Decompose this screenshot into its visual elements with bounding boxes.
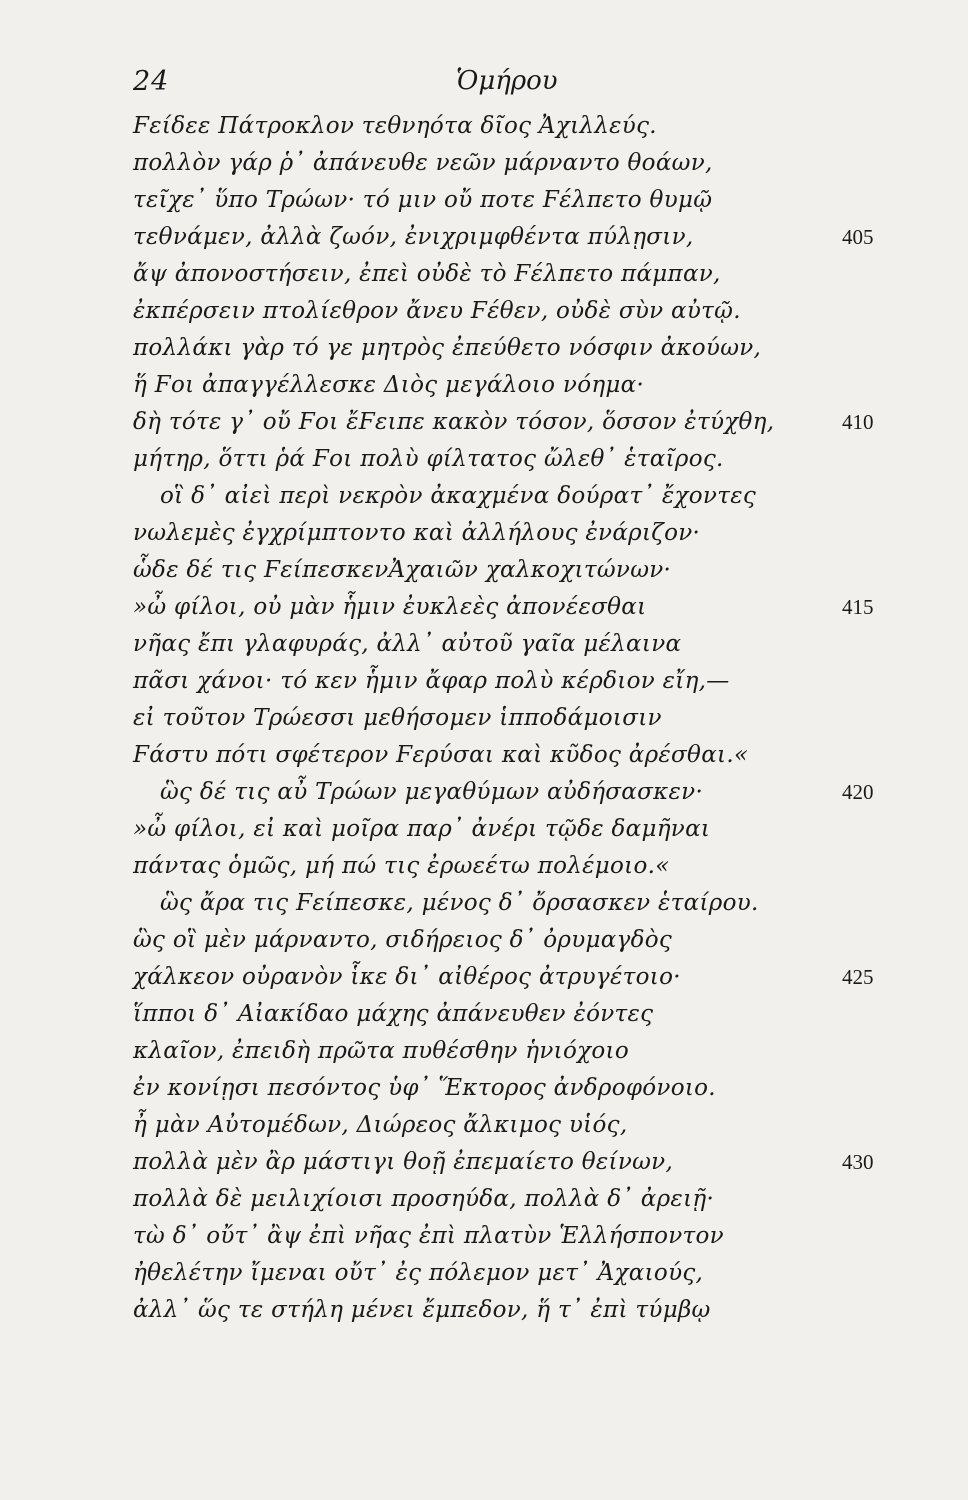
verse-line: ἐν κονίῃσι πεσόντος ὑφ᾽ Ἕκτορος ἀνδροφόνοιο. (133, 1075, 716, 1101)
verse-line: ἠθελέτην ἴμεναι οὔτ᾽ ἐς πόλεμον μετ᾽ Ἀχαιούς, (133, 1260, 704, 1286)
verse-line: ἄψ ἀπονοστήσειν, ἐπεὶ οὐδὲ τὸ Ϝέλπετο πάμπαν, (133, 261, 721, 287)
verse-line: μήτηρ, ὅττι ῥά Ϝοι πολὺ φίλτατος ὤλεθ᾽ ἑταῖρος. (133, 446, 724, 472)
line-number: 415 (842, 595, 874, 619)
verse-line: ἥ Ϝοι ἀπαγγέλλεσκε Διὸς μεγάλοιο νόημα· (133, 372, 645, 398)
verse-line: πολλάκι γὰρ τό γε μητρὸς ἐπεύθετο νόσφιν ἀκούων, (133, 335, 762, 361)
line-number: 405 (842, 225, 874, 249)
line-number: 430 (842, 1150, 874, 1174)
verse-line: τεθνάμεν, ἀλλὰ ζωόν, ἐνιχριμφθέντα πύλῃσιν, (133, 224, 694, 250)
line-number: 410 (842, 410, 874, 434)
verse-line: ἐκπέρσειν πτολίεθρον ἄνευ Ϝέθεν, οὐδὲ σὺν αὐτῷ. (133, 298, 741, 324)
verse-line: πᾶσι χάνοι· τό κεν ἧμιν ἄφαρ πολὺ κέρδιον εἴη,— (133, 668, 730, 694)
verse-line: ὣς ἄρα τις Ϝείπεσκε, μένος δ᾽ ὄρσασκεν ἑταίρου. (160, 890, 759, 916)
verse-line: ὣς οἳ μὲν μάρναντο, σιδήρειος δ᾽ ὀρυμαγδὸς (133, 927, 673, 953)
line-number: 425 (842, 965, 874, 989)
page-number: 24 (133, 66, 170, 97)
verse-line: Ϝάστυ πότι σφέτερον Ϝερύσαι καὶ κῦδος ἀρέσθαι.« (133, 742, 749, 768)
verse-line: οἳ δ᾽ αἰεὶ περὶ νεκρὸν ἀκαχμένα δούρατ᾽ ἔχοντες (160, 483, 757, 509)
verse-line: Ϝείδεε Πάτροκλον τεθνηότα δῖος Ἀχιλλεύς. (133, 113, 657, 139)
verse-line: πολλὸν γάρ ῥ᾽ ἀπάνευθε νεῶν μάρναντο θοάων, (133, 150, 713, 176)
verse-line: »ὦ φίλοι, οὐ μὰν ἧμιν ἐυκλεὲς ἀπονέεσθαι (133, 594, 647, 620)
verse-line: ἵπποι δ᾽ Αἰακίδαο μάχης ἀπάνευθεν ἐόντες (133, 1001, 654, 1027)
verse-line: τεῖχε᾽ ὕπο Τρώων· τό μιν οὔ ποτε Ϝέλπετο θυμῷ (133, 187, 713, 213)
verse-line: πάντας ὁμῶς, μή πώ τις ἐρωεέτω πολέμοιο.« (133, 853, 670, 879)
verse-line: τὼ δ᾽ οὔτ᾽ ἂψ ἐπὶ νῆας ἐπὶ πλατὺν Ἑλλήσποντον (133, 1223, 724, 1249)
verse-line: νῆας ἔπι γλαφυράς, ἀλλ᾽ αὐτοῦ γαῖα μέλαινα (133, 631, 682, 657)
verse-line: »ὦ φίλοι, εἰ καὶ μοῖρα παρ᾽ ἀνέρι τῷδε δαμῆναι (133, 816, 711, 842)
running-head: Ὁμήρου (456, 66, 558, 96)
verse-line: δὴ τότε γ᾽ οὔ Ϝοι ἔϜειπε κακὸν τόσον, ὅσσον ἐτύχθη, (133, 409, 775, 435)
verse-line: κλαῖον, ἐπειδὴ πρῶτα πυθέσθην ἡνιόχοιο (133, 1038, 629, 1064)
verse-line: πολλὰ δὲ μειλιχίοισι προσηύδα, πολλὰ δ᾽ ἀρειῇ· (133, 1186, 715, 1212)
line-number: 420 (842, 780, 874, 804)
verse-line: ἦ μὰν Αὐτομέδων, Διώρεος ἄλκιμος υἱός, (133, 1112, 628, 1138)
verse-line: ὧδε δέ τις ϜείπεσκενἈχαιῶν χαλκοχιτώνων· (133, 557, 672, 583)
verse-line: νωλεμὲς ἐγχρίμπτοντο καὶ ἀλλήλους ἐνάριζον· (133, 520, 701, 546)
verse-line: ὣς δέ τις αὖ Τρώων μεγαθύμων αὐδήσασκεν· (160, 779, 704, 805)
verse-line: ἀλλ᾽ ὥς τε στήλη μένει ἔμπεδον, ἥ τ᾽ ἐπὶ τύμβῳ (133, 1297, 711, 1323)
verse-line: πολλὰ μὲν ἂρ μάστιγι θοῇ ἐπεμαίετο θείνων, (133, 1149, 674, 1175)
verse-line: εἰ τοῦτον Τρώεσσι μεθήσομεν ἱπποδάμοισιν (133, 705, 662, 731)
verse-line: χάλκεον οὐρανὸν ἷκε δι᾽ αἰθέρος ἀτρυγέτοιο· (133, 964, 681, 990)
